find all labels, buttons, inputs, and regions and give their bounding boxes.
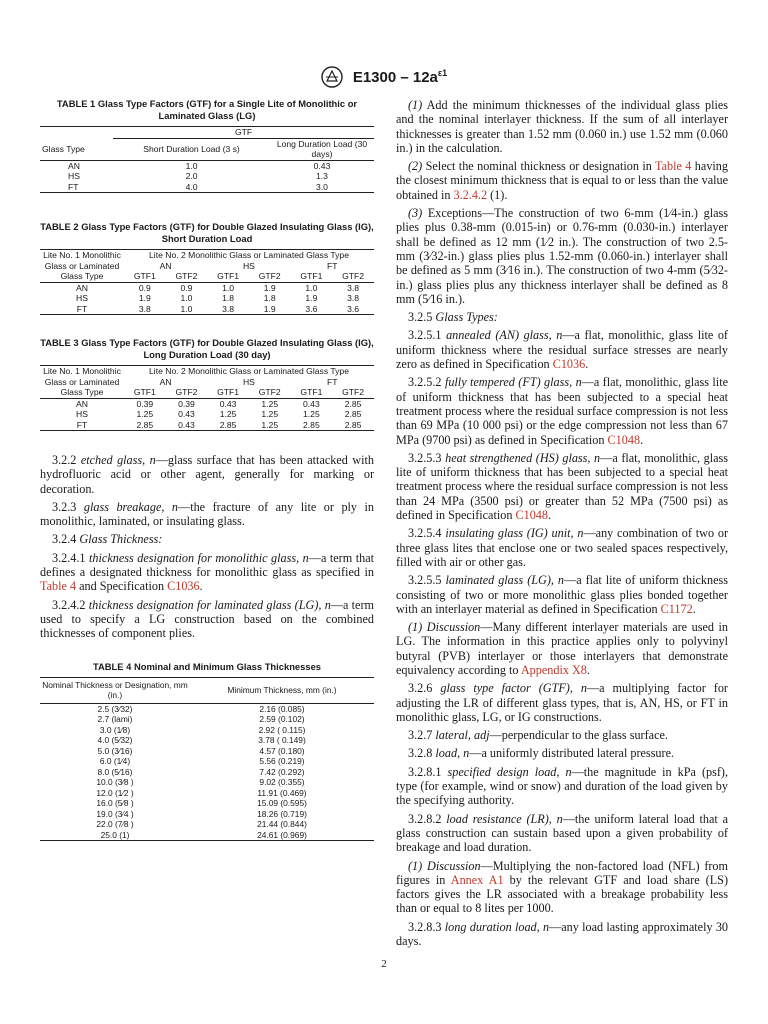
para-3-2-4: 3.2.4 Glass Thickness: (52, 532, 163, 547)
link-3-2-4-2[interactable]: 3.2.4.2 (453, 187, 488, 202)
table-3-subcol: GTF1 (124, 387, 166, 398)
para-3-2-4-1: 3.2.4.1 thickness designation for monolithic glass, n—a term that defines a designated thickness for monolithic glass as specified in Table 4 and Specification C1036. (40, 550, 374, 594)
para-3-2-6: 3.2.6 glass type factor (GTF), n—a multiplying factor for adjusting the LR of different glass types, that is, AN, HS, or FT in monolithic glass, LG, or IG constructions. (396, 681, 728, 724)
table-row: 3.0 (1⁄8) 2.92 ( 0.115) (99, 724, 306, 735)
table-2-lite1-header: Lite No. 1 Monolithic Glass or Laminated Glass Type (40, 250, 124, 283)
table-2-subcol: GTF2 (249, 271, 291, 282)
table-3-subcol: GTF1 (291, 387, 333, 398)
page-number: 2 (381, 958, 387, 970)
document-designation: $E1300 - 12a^{\varepsilon 1}$ (352, 68, 448, 86)
para-3-2-5-3: 3.2.5.3 heat strengthened (HS) glass, n—a flat, monolithic, glass lite of uniform thickness that has been subjected to a special heat treatment process where the residual surface compression is not less than 24 MPa (3500 psi) or greater than 52 MPa (7500 psi) as defined in Specification C1048. (396, 450, 729, 523)
link-annex-a1[interactable]: Annex A1 (450, 872, 504, 887)
astm-logo-icon (321, 66, 343, 88)
table-1-group-header: GTF (113, 127, 374, 139)
table-2-subcol: GTF1 (291, 271, 333, 282)
table-4 (40, 661, 374, 842)
para-3-2-5-5: 3.2.5.5 laminated glass (LG), n—a flat lite of uniform thickness consisting of two or more monolithic glass plies bonded together with an interlayer material as defined in Specification C1172. (396, 573, 729, 616)
table-3-lite1-header: Lite No. 1 Monolithic Glass or Laminated Glass Type (40, 366, 124, 399)
table-2-group-ft: FT (327, 260, 338, 271)
table-1-col-type: Glass Type (40, 138, 113, 160)
table-row: HS 2.0 1.3 (68, 171, 328, 181)
table-row: 22.0 (7⁄8 ) 21.44 (0.844) (96, 819, 307, 830)
table-3-caption: TABLE 3 Glass Type Factors (GTF) for Double Glazed Insulating Glass (IG), Long Duration Load (30 day) (40, 337, 374, 360)
table-4-caption: TABLE 4 Nominal and Minimum Glass Thicknesses (92, 660, 321, 672)
table-row: AN 0.9 0.9 1.0 1.9 1.0 3.8 (76, 282, 360, 293)
link-appendix-x8[interactable]: Appendix X8 (520, 662, 587, 677)
table-2-lite2-header: Lite No. 2 Monolithic Glass or Laminated Glass Type (124, 250, 374, 261)
table-2-subcol: GTF1 (207, 271, 249, 282)
table-row: 5.0 (3⁄16) 4.57 (0.180) (97, 745, 305, 756)
table-row: 4.0 (5⁄32) 3.78 ( 0.149) (97, 735, 306, 746)
para-3-2-4-2-3: (3) Exceptions—The construction of two 6-mm (1⁄4-in.) glass plies plus 0.38-mm (0.015-in) or 0.76-mm (0.030-in.) interlayer shall be defined as 12 mm (1⁄2 in.). The construction of two 2.5-mm (3⁄32-in.) glass plies plus 1.52-mm (0.060-in.) interlayer shall be defined as 5 mm (3⁄16 in.). The construction of two 4-mm (5⁄32-in.) glass plies plus any thickness interlayer shall be defined as 8 mm (5⁄16 in.). (396, 206, 728, 306)
table-row: AN 1.0 0.43 (68, 160, 331, 171)
link-c1036[interactable]: C1036 (552, 357, 586, 372)
table-row: 12.0 (1⁄2 ) 11.91 (0.469) (96, 787, 307, 798)
link-c1048[interactable]: C1048 (515, 508, 548, 523)
table-2 (40, 221, 374, 315)
table-3-group-an: AN (159, 376, 172, 387)
para-discussion-lg: (1) Discussion—Many different interlayer materials are used in LG. The information in this practice applies only to polyvinyl butyral (PVB) interlayer or those interlayers that demonstrate equivalency according to Appendix X8. (396, 620, 728, 677)
table-2-group-an: AN (159, 260, 172, 271)
para-3-2-4-2: 3.2.4.2 thickness designation for laminated glass (LG), n—a term used to specify a LG construction based on the combined thicknesses of component plies. (40, 597, 374, 641)
designation-superscript: ε1 (437, 68, 448, 78)
link-c1048[interactable]: C1048 (607, 432, 641, 447)
table-4-col-minimum: Minimum Thickness, mm (in.) (190, 677, 374, 703)
table-3-subcol: GTF2 (332, 387, 374, 398)
table-3-group-ft: FT (327, 376, 338, 387)
table-3-subcol: GTF2 (249, 387, 291, 398)
para-3-2-2: 3.2.2 etched glass, n—glass surface that has been attacked with hydrofluoric acid or other agent, generally for marking or decoration. (40, 453, 374, 496)
para-3-2-5: 3.2.5 Glass Types: (408, 310, 498, 325)
table-row: 16.0 (5⁄8 ) 15.09 (0.595) (96, 798, 307, 809)
para-3-2-5-2: 3.2.5.2 fully tempered (FT) glass, n—a flat, monolithic, glass lite of uniform thickness that has been subjected to a special heat treatment process where the residual surface compression is not less than 69 MPa (10 000 psi) or the edge compression not less than 67 MPa (9700 psi) as defined in Specification C1048. (396, 375, 729, 447)
para-3-2-3: 3.2.3 glass breakage, n—the fracture of any lite or ply in monolithic, laminated, or insulating glass. (40, 499, 375, 529)
table-1-header-spacer (40, 127, 113, 139)
table-2-caption: TABLE 2 Glass Type Factors (GTF) for Double Glazed Insulating Glass (IG), Short Duration Load (40, 221, 374, 244)
table-3-subcol: GTF2 (166, 387, 208, 398)
right-column (396, 98, 728, 952)
table-row: AN 0.39 0.39 0.43 1.25 0.43 2.85 (76, 398, 362, 409)
table-3-group-hs: HS (242, 376, 255, 387)
para-3-2-8-1: 3.2.8.1 specified design load, n—the magnitude in kPa (psf), type (for example, wind or snow) and duration of the load given by the specifying authority. (396, 764, 728, 808)
table-2-group-hs: HS (242, 260, 255, 271)
link-table-4[interactable]: Table 4 (655, 159, 692, 174)
para-3-2-8-3: 3.2.8.3 long duration load, n—any load lasting approximately 30 days. (396, 919, 729, 949)
para-3-2-5-1: 3.2.5.1 annealed (AN) glass, n—a flat, monolithic, glass lite of uniform thickness where the residual surface stresses are nearly zero as defined in Specification C1036. (396, 328, 728, 372)
table-row: FT 2.85 0.43 2.85 1.25 2.85 2.85 (40, 420, 374, 431)
page-header (0, 66, 768, 88)
table-2-subcol: GTF2 (166, 271, 208, 282)
table-row: 2.7 (lami) 2.59 (0.102) (97, 714, 305, 725)
para-3-2-8-2: 3.2.8.2 load resistance (LR), n—the uniform lateral load that a glass construction can sustain based upon a given probability of breakage and load duration. (396, 811, 728, 855)
table-2-subcol: GTF1 (124, 271, 166, 282)
table-row: 8.0 (5⁄16) 7.42 (0.292) (97, 766, 305, 777)
para-discussion-lr: (1) Discussion—Multiplying the non-factored load (NFL) from figures in Annex A1 by the relevant GTF and load share (LS) factors gives the LR associated with a breakage probability less than or equal to 8 lites per 1000. (396, 858, 729, 916)
para-3-2-4-2-1: (1) Add the minimum thicknesses of the individual glass plies and the nominal interlayer thickness. If the sum of all interlayer thicknesses is greater than 1.52 mm (0.060 in.) use 1.52 mm (0.060 in.) in the calculation. (396, 98, 728, 155)
table-4-col-nominal: Nominal Thickness or Designation, mm (in.) (40, 677, 190, 703)
table-row: HS 1.25 0.43 1.25 1.25 1.25 2.85 (76, 409, 362, 419)
table-row: 19.0 (3⁄4 ) 18.26 (0.719) (96, 808, 307, 819)
table-1-col-long: Long Duration Load (30 days) (270, 138, 374, 160)
table-1-col-short: Short Duration Load (3 s) (113, 138, 270, 160)
para-3-2-7: 3.2.7 lateral, adj—perpendicular to the glass surface. (408, 728, 668, 743)
table-row: FT 3.8 1.0 3.8 1.9 3.6 3.6 (40, 304, 374, 315)
table-row: FT 4.0 3.0 (40, 182, 374, 193)
link-c1036[interactable]: C1036 (167, 579, 200, 594)
table-1 (40, 98, 374, 193)
table-3-subcol: GTF1 (207, 387, 249, 398)
table-1-caption: TABLE 1 Glass Type Factors (GTF) for a Single Lite of Monolithic or Laminated Glass (LG) (56, 98, 358, 121)
table-row: 25.0 (1) 24.61 (0.969) (40, 830, 374, 841)
para-3-2-8: 3.2.8 load, n—a uniformly distributed lateral pressure. (408, 746, 675, 761)
table-row: 2.5 (3⁄32) 2.16 (0.085) (97, 703, 305, 714)
table-row: 10.0 (3⁄8 ) 9.02 (0.355) (96, 777, 305, 788)
link-table-4[interactable]: Table 4 (40, 579, 77, 594)
table-3-lite2-header: Lite No. 2 Monolithic Glass or Laminated Glass Type (124, 366, 374, 377)
para-3-2-4-2-2: (2) Select the nominal thickness or designation in Table 4 having the closest minimum thickness that is equal to or less than the value obtained in 3.2.4.2 (1). (396, 159, 728, 202)
table-3 (40, 337, 374, 431)
para-3-2-5-4: 3.2.5.4 insulating glass (IG) unit, n—any combination of two or three glass lites that enclose one or two sealed spaces respectively, filled with air or other gas. (396, 526, 729, 569)
table-2-subcol: GTF2 (332, 271, 374, 282)
table-row: HS 1.9 1.0 1.8 1.8 1.9 3.8 (76, 293, 360, 303)
left-column (40, 98, 374, 841)
link-c1172[interactable]: C1172 (660, 601, 693, 616)
table-row: 6.0 (1⁄4) 5.56 (0.219) (99, 756, 305, 767)
